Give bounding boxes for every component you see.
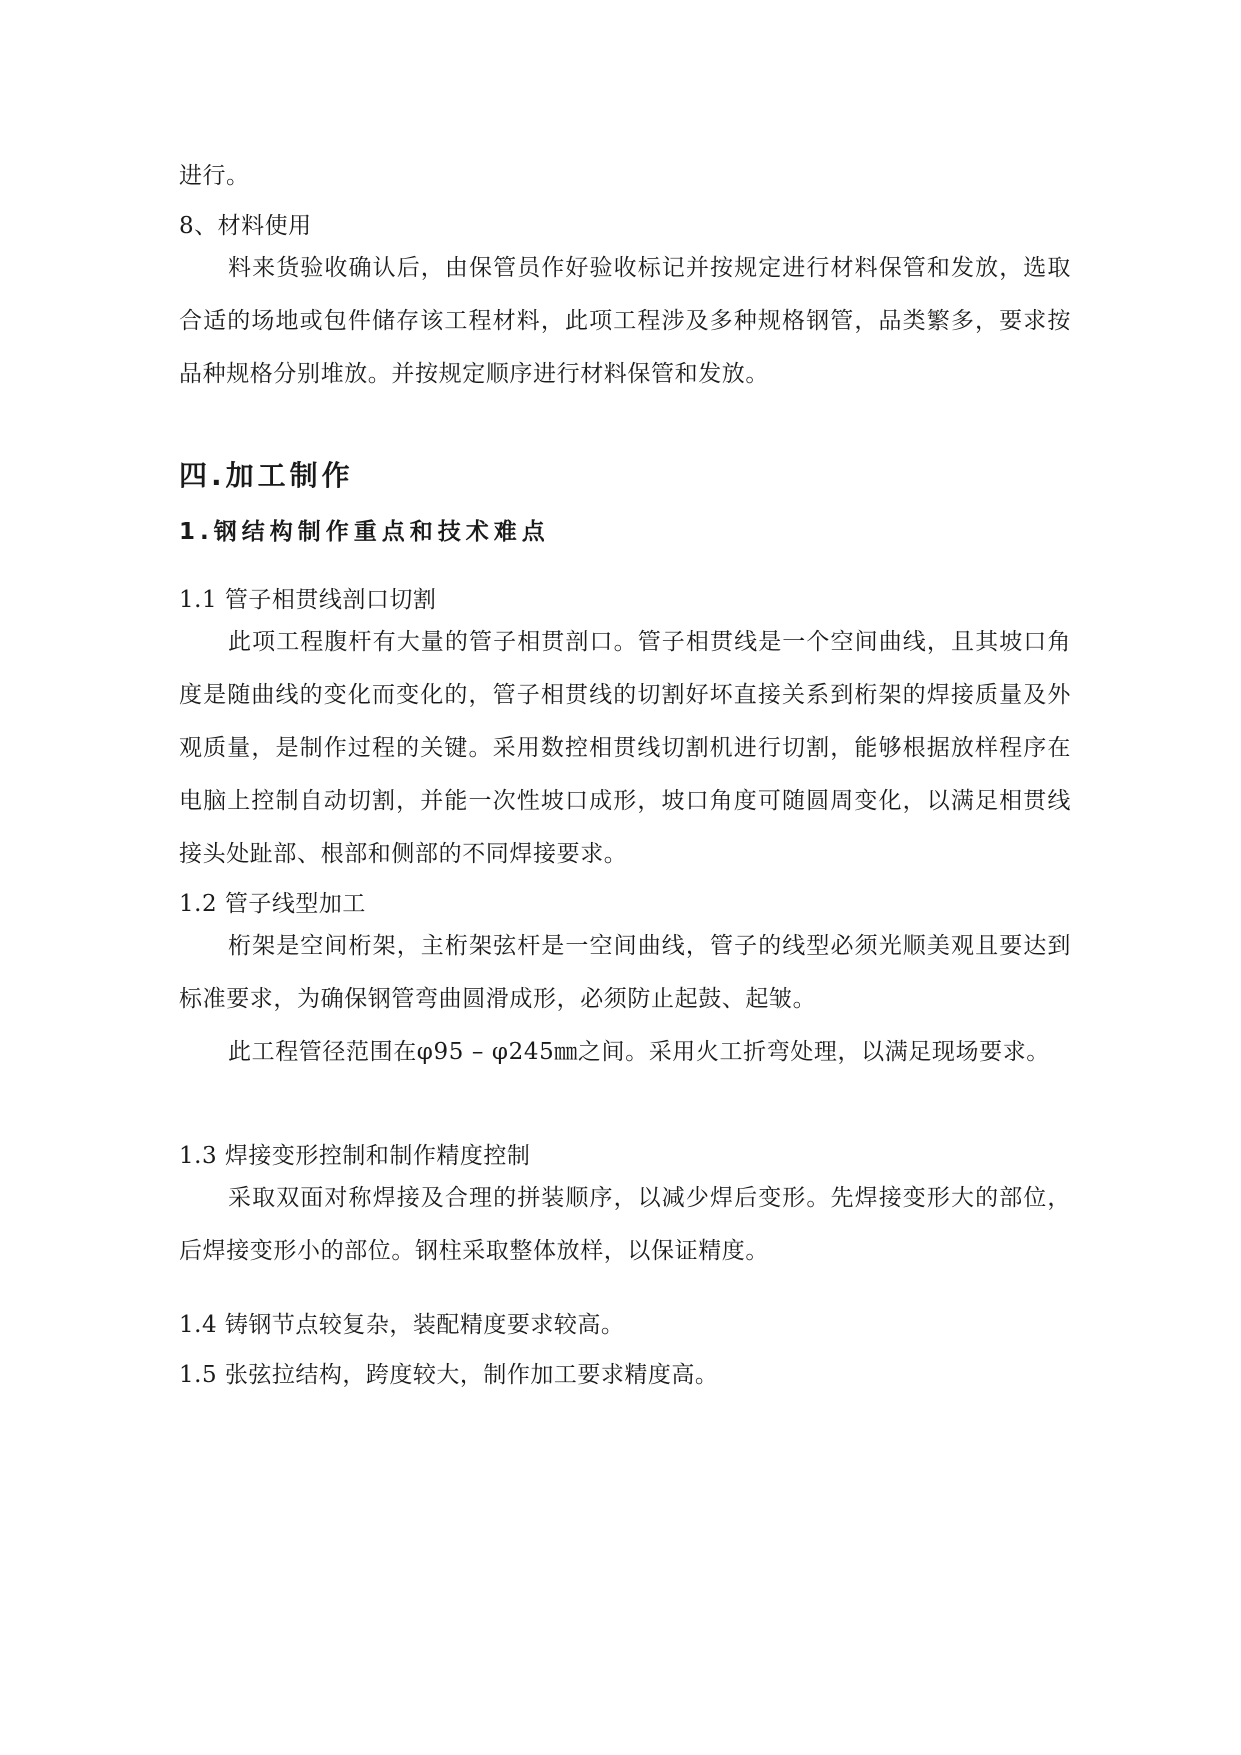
item-1-1-heading: 1.1 管子相贯线剖口切割 — [179, 587, 437, 613]
item-1-2-heading: 1.2 管子线型加工 — [179, 891, 366, 917]
section-8-paragraph: 料来货验收确认后，由保管员作好验收标记并按规定进行材料保管和发放，选取合适的场地或包件储存该工程材料，此项工程涉及多种规格钢管，品类繁多，要求按品种规格分别堆放。并按规定顺序进行材料保管和发放。 — [179, 255, 1071, 387]
item-1-4-line: 1.4 铸钢节点较复杂，装配精度要求较高。 — [179, 1312, 625, 1338]
section-1-heading: 1.钢结构制作重点和技术难点 — [179, 519, 550, 545]
section-8-heading: 8、材料使用 — [179, 213, 312, 239]
item-1-3-paragraph: 采取双面对称焊接及合理的拼装顺序，以减少焊后变形。先焊接变形大的部位，后焊接变形小的部位。钢柱采取整体放样，以保证精度。 — [179, 1185, 1071, 1264]
item-1-3-heading: 1.3 焊接变形控制和制作精度控制 — [179, 1143, 531, 1169]
item-1-1-paragraph: 此项工程腹杆有大量的管子相贯剖口。管子相贯线是一个空间曲线，且其坡口角度是随曲线的变化而变化的，管子相贯线的切割好坏直接关系到桁架的焊接质量及外观质量，是制作过程的关键。采用数控相贯线切割机进行切割，能够根据放样程序在电脑上控制自动切割，并能一次性坡口成形，坡口角度可随圆周变化，以满足相贯线接头处趾部、根部和侧部的不同焊接要求。 — [179, 629, 1071, 867]
continuation-line: 进行。 — [179, 163, 250, 189]
item-1-2-paragraph-1: 桁架是空间桁架，主桁架弦杆是一空间曲线，管子的线型必须光顺美观且要达到标准要求，为确保钢管弯曲圆滑成形，必须防止起鼓、起皱。 — [179, 933, 1071, 1012]
item-1-2-paragraph-2: 此工程管径范围在φ95 – φ245㎜之间。采用火工折弯处理，以满足现场要求。 — [228, 1039, 1050, 1065]
chapter-4-heading: 四.加工制作 — [179, 459, 354, 492]
item-1-5-line: 1.5 张弦拉结构，跨度较大，制作加工要求精度高。 — [179, 1362, 719, 1388]
